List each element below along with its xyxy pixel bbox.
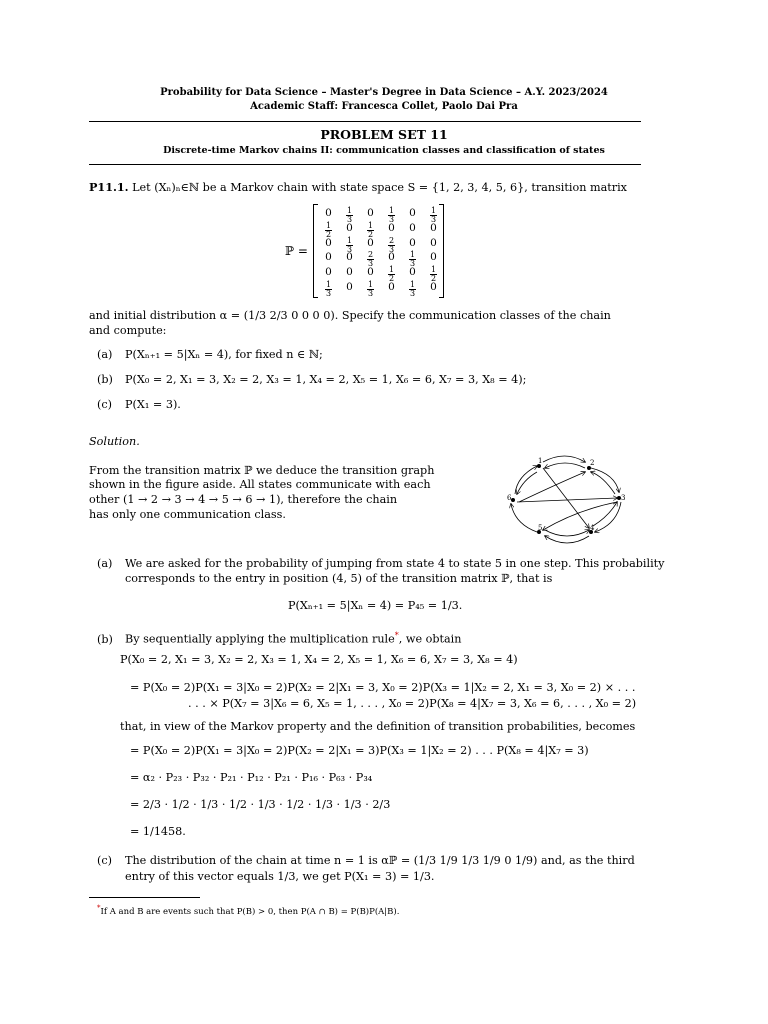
matrix-cell: 0 xyxy=(346,266,353,279)
footnote-rule xyxy=(89,897,200,898)
problem-label: P11.1. xyxy=(89,180,129,194)
problem-intro xyxy=(89,180,627,195)
solution-heading: Solution. xyxy=(89,435,140,448)
solution-b-eq6: = 2/3 · 1/2 · 1/3 · 1/2 · 1/3 · 1/2 · 1/3 · 1/3 · 2/3 xyxy=(130,798,391,811)
matrix-cell: $\frac{1}{3}$ xyxy=(409,279,416,298)
solution-b-middle: that, in view of the Markov property and the definition of transition probabilities, becomes xyxy=(120,720,636,733)
graph-label-4: 4 xyxy=(590,524,595,532)
graph-node-6 xyxy=(511,498,515,502)
solution-intro-4: has only one communication class. xyxy=(89,508,286,521)
transition-graph xyxy=(497,454,637,554)
footnote-text: If A and B are events such that P(B) > 0, then P(A ∩ B) = P(B)P(A|B). xyxy=(100,906,400,917)
solution-intro-1: From the transition matrix ℙ we deduce the transition graph xyxy=(89,464,435,477)
solution-a-line1: (a) We are asked for the probability of jumping from state 4 to state 5 in one step. This probability xyxy=(97,557,665,570)
edge-1-4 xyxy=(543,468,589,528)
matrix-cell: 0 xyxy=(367,207,374,219)
matrix-label: ℙ = xyxy=(285,244,308,258)
matrix-cell: $\frac{1}{3}$ xyxy=(367,279,374,298)
matrix-cell: $\frac{1}{3}$ xyxy=(346,206,353,224)
matrix-cell: $\frac{2}{3}$ xyxy=(367,250,374,269)
compute-line: and compute: xyxy=(89,324,167,337)
edge-5-6 xyxy=(511,504,537,532)
matrix-cell: 0 xyxy=(325,266,332,279)
matrix-cell: 0 xyxy=(388,221,395,234)
edge-1-2 xyxy=(543,456,585,462)
solution-b-eq4: = P(X₀ = 2)P(X₁ = 3|X₀ = 2)P(X₂ = 2|X₁ = 3)P(X₃ = 1|X₂ = 2) . . . P(X₈ = 4|X₇ = 3) xyxy=(130,744,589,757)
matrix-cell: 0 xyxy=(388,251,395,264)
matrix-cell: 0 xyxy=(367,266,374,279)
matrix-cell: 0 xyxy=(409,207,416,219)
footnote-ref[interactable]: * xyxy=(394,631,399,640)
matrix-cell: 0 xyxy=(430,236,437,249)
solution-b-eq2: = P(X₀ = 2)P(X₁ = 3|X₀ = 2)P(X₂ = 2|X₁ = 3, X₀ = 2)P(X₃ = 1|X₂ = 2, X₁ = 3, X₀ = 2) × . . . xyxy=(130,681,636,694)
edge-4-3 xyxy=(593,502,617,526)
matrix-cell: 0 xyxy=(388,280,395,293)
solution-c-line1: (c) The distribution of the chain at time n = 1 is αℙ = (1/3 1/9 1/3 1/9 0 1/9) and, as the third xyxy=(97,854,635,867)
graph-label-1: 1 xyxy=(538,457,543,465)
matrix-cell: 0 xyxy=(346,251,353,264)
problem-item-a: (a) P(Xₙ₊₁ = 5|Xₙ = 4), for fixed n ∈ ℕ; xyxy=(97,348,323,361)
page-subtitle: Discrete-time Markov chains II: communication classes and classification of states xyxy=(163,145,605,156)
matrix-cell: $\frac{1}{2}$ xyxy=(325,220,332,239)
solution-intro-3: other (1 → 2 → 3 → 4 → 5 → 6 → 1), therefore the chain xyxy=(89,493,398,506)
staff-header: Academic Staff: Francesca Collet, Paolo Dai Pra xyxy=(250,101,518,112)
edge-2-3 xyxy=(591,468,619,492)
matrix-cell: 0 xyxy=(346,280,353,293)
matrix-cell: 0 xyxy=(430,280,437,293)
matrix-cell: 0 xyxy=(409,236,416,249)
solution-b-line1: (b) By sequentially applying the multiplication rule*, we obtain xyxy=(97,631,462,646)
edge-5-4 xyxy=(545,530,589,536)
footnote-mark: * xyxy=(97,904,101,912)
solution-intro-2: shown in the figure aside. All states communicate with each xyxy=(89,478,431,491)
graph-label-2: 2 xyxy=(590,459,595,467)
matrix-cell: 0 xyxy=(325,236,332,249)
matrix-cell: $\frac{1}{3}$ xyxy=(325,279,332,298)
problem-text: Let (Xₙ)ₙ∈ℕ be a Markov chain with state space S = {1, 2, 3, 4, 5, 6}, transition matrix xyxy=(132,181,627,194)
matrix-cell: $\frac{1}{3}$ xyxy=(346,235,353,254)
solution-b-eq7: = 1/1458. xyxy=(130,825,186,838)
problem-item-c: (c) P(X₁ = 3). xyxy=(97,398,181,411)
matrix-cell: 0 xyxy=(325,251,332,264)
matrix-cell: $\frac{1}{2}$ xyxy=(430,265,437,284)
matrix-cell: 0 xyxy=(430,221,437,234)
edge-4-5 xyxy=(545,536,589,543)
matrix-cell: $\frac{1}{3}$ xyxy=(430,206,437,224)
edge-1-6 xyxy=(517,472,537,494)
course-header: Probability for Data Science – Master's Degree in Data Science – A.Y. 2023/2024 xyxy=(160,87,608,98)
solution-c-line2: entry of this vector equals 1/3, we get P(X₁ = 3) = 1/3. xyxy=(125,870,435,883)
edge-6-2 xyxy=(519,472,585,502)
matrix-cell: 0 xyxy=(346,221,353,234)
edge-6-3 xyxy=(517,498,617,502)
solution-b-eq5: = α₂ · P₂₃ · P₃₂ · P₂₁ · P₁₂ · P₂₁ · P₁₆ · P₆₃ · P₃₄ xyxy=(130,771,373,784)
bottom-rule xyxy=(89,164,641,165)
matrix-cell: 0 xyxy=(430,251,437,264)
matrix-cell: $\frac{1}{3}$ xyxy=(388,206,395,224)
problem-item-b: (b) P(X₀ = 2, X₁ = 3, X₂ = 2, X₃ = 1, X₄ = 2, X₅ = 1, X₆ = 6, X₇ = 3, X₈ = 4); xyxy=(97,373,527,386)
solution-a-formula: P(Xₙ₊₁ = 5|Xₙ = 4) = P₄₅ = 1/3. xyxy=(288,599,463,612)
matrix-cell: 0 xyxy=(409,266,416,279)
matrix-cell: $\frac{1}{2}$ xyxy=(388,265,395,284)
matrix-cell: 0 xyxy=(409,221,416,234)
graph-label-3: 3 xyxy=(621,494,626,502)
initial-distribution-line: and initial distribution α = (1/3 2/3 0 0 0 0). Specify the communication classes of the chain xyxy=(89,309,611,322)
top-rule xyxy=(89,121,641,122)
page-title: PROBLEM SET 11 xyxy=(320,127,448,142)
matrix-cell: 0 xyxy=(325,207,332,219)
solution-a-line2: corresponds to the entry in position (4, 5) of the transition matrix ℙ, that is xyxy=(125,572,553,585)
footnote xyxy=(97,904,399,917)
solution-b-eq3: . . . × P(X₇ = 3|X₆ = 6, X₅ = 1, . . . , X₀ = 2)P(X₈ = 4|X₇ = 3, X₆ = 6, . . . , X₀ = 2) xyxy=(188,697,637,710)
edge-3-2 xyxy=(591,472,615,494)
matrix-cell: $\frac{1}{2}$ xyxy=(367,220,374,239)
graph-label-5: 5 xyxy=(538,524,543,532)
matrix-cell: 0 xyxy=(367,236,374,249)
edge-2-1 xyxy=(545,463,585,468)
graph-label-6: 6 xyxy=(507,494,512,502)
matrix-cell: $\frac{1}{3}$ xyxy=(409,250,416,269)
solution-b-eq1: P(X₀ = 2, X₁ = 3, X₂ = 2, X₃ = 1, X₄ = 2, X₅ = 1, X₆ = 6, X₇ = 3, X₈ = 4) xyxy=(120,653,518,666)
matrix-cell: $\frac{2}{3}$ xyxy=(388,235,395,254)
transition-matrix xyxy=(318,207,444,296)
